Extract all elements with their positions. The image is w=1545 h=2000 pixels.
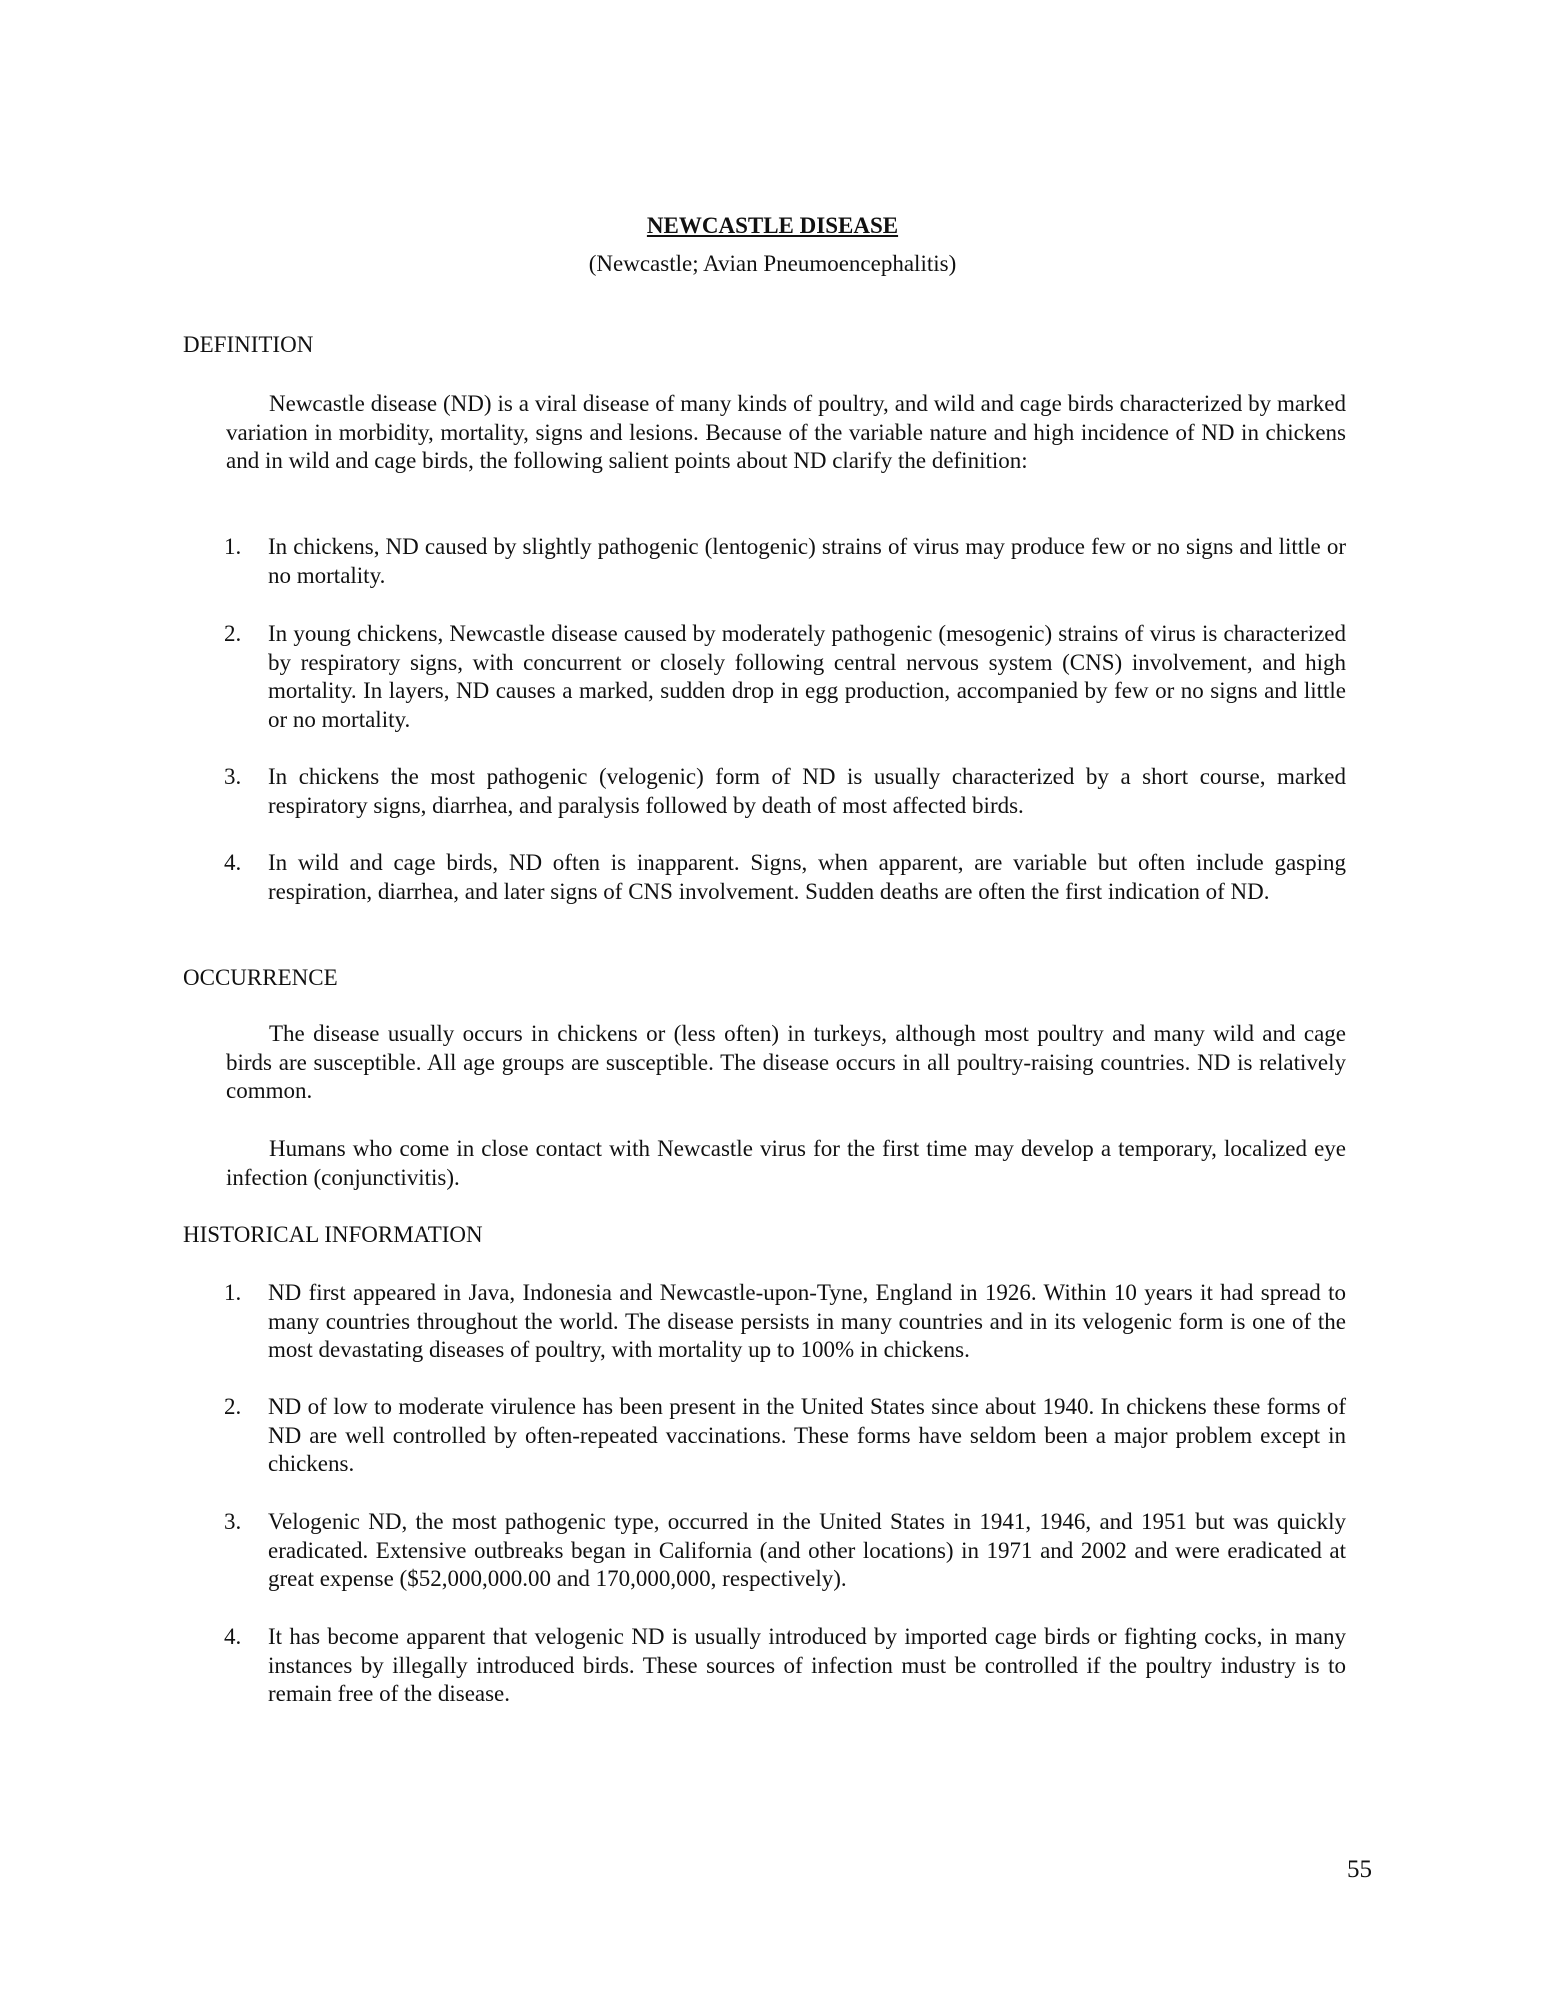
item-number: 2. [224,621,242,646]
definition-item-3 [224,763,1346,820]
history-item-2 [224,1393,1346,1479]
item-text: It has become apparent that velogenic ND is usually introduced by imported cage birds or fighting cocks, in many instances by illegally introduced birds. These sources of infection must be controlled if the poultry industry is to remain free of the disease. [268,1624,1346,1707]
item-text: In chickens, ND caused by slightly pathogenic (lentogenic) strains of virus may produce few or no signs and little or no mortality. [268,534,1346,588]
history-item-3 [224,1508,1346,1594]
item-number: 3. [224,764,242,789]
item-text: In chickens the most pathogenic (velogenic) form of ND is usually characterized by a short course, marked respiratory signs, diarrhea, and paralysis followed by death of most affected birds. [268,764,1346,818]
item-number: 4. [224,850,242,875]
definition-paragraph: Newcastle disease (ND) is a viral disease of many kinds of poultry, and wild and cage birds characterized by marked variation in morbidity, mortality, signs and lesions. Because of the variable nature and high incidence of ND in chickens and in wild and cage birds, the following salient points about ND clarify the definition: [226,391,1346,474]
page-subtitle: (Newcastle; Avian Pneumoencephalitis) [588,251,957,276]
item-number: 4. [224,1624,242,1649]
definition-heading: DEFINITION [183,332,314,357]
occurrence-heading: OCCURRENCE [183,965,338,990]
item-text: ND of low to moderate virulence has been present in the United States since about 1940. In chickens these forms of ND are well controlled by often-repeated vaccinations. These forms have seldom been a major problem except in chickens. [268,1394,1346,1477]
definition-item-1 [224,533,1346,590]
definition-item-4 [224,849,1346,906]
item-text: In young chickens, Newcastle disease caused by moderately pathogenic (mesogenic) strains of virus is characterized by respiratory signs, with concurrent or closely following central nervous system (CNS) involvement, and high mortality. In layers, ND causes a marked, sudden drop in egg production, accompanied by few or no signs and little or no mortality. [268,621,1346,733]
item-number: 3. [224,1509,242,1534]
item-number: 2. [224,1394,242,1419]
occurrence-paragraph-1: The disease usually occurs in chickens or (less often) in turkeys, although most poultry and many wild and cage birds are susceptible. All age groups are susceptible. The disease occurs in all poultry-raising countries. ND is relatively common. [226,1021,1346,1104]
occurrence-paragraph-2: Humans who come in close contact with Newcastle virus for the first time may develop a temporary, localized eye infection (conjunctivitis). [226,1136,1346,1190]
item-number: 1. [224,534,242,559]
history-item-1 [224,1279,1346,1365]
item-text: In wild and cage birds, ND often is inapparent. Signs, when apparent, are variable but often include gasping respiration, diarrhea, and later signs of CNS involvement. Sudden deaths are often the first indication of ND. [268,850,1346,904]
definition-item-2 [224,620,1346,735]
item-number: 1. [224,1280,242,1305]
history-item-4 [224,1623,1346,1709]
history-heading: HISTORICAL INFORMATION [183,1222,483,1247]
item-text: ND first appeared in Java, Indonesia and Newcastle-upon-Tyne, England in 1926. Within 10 years it had spread to many countries throughout the world. The disease persists in many countries and in its velogenic form is one of the most devastating diseases of poultry, with mortality up to 100% in chickens. [268,1280,1346,1363]
page-title: NEWCASTLE DISEASE [646,213,899,238]
item-text: Velogenic ND, the most pathogenic type, occurred in the United States in 1941, 1946, and 1951 but was quickly eradicated. Extensive outbreaks began in California (and other locations) in 1971 and 2002 and were eradicated at great expense ($52,000,000.00 and 170,000,000, respectively). [268,1509,1346,1592]
page-number: 55 [1347,1856,1372,1883]
